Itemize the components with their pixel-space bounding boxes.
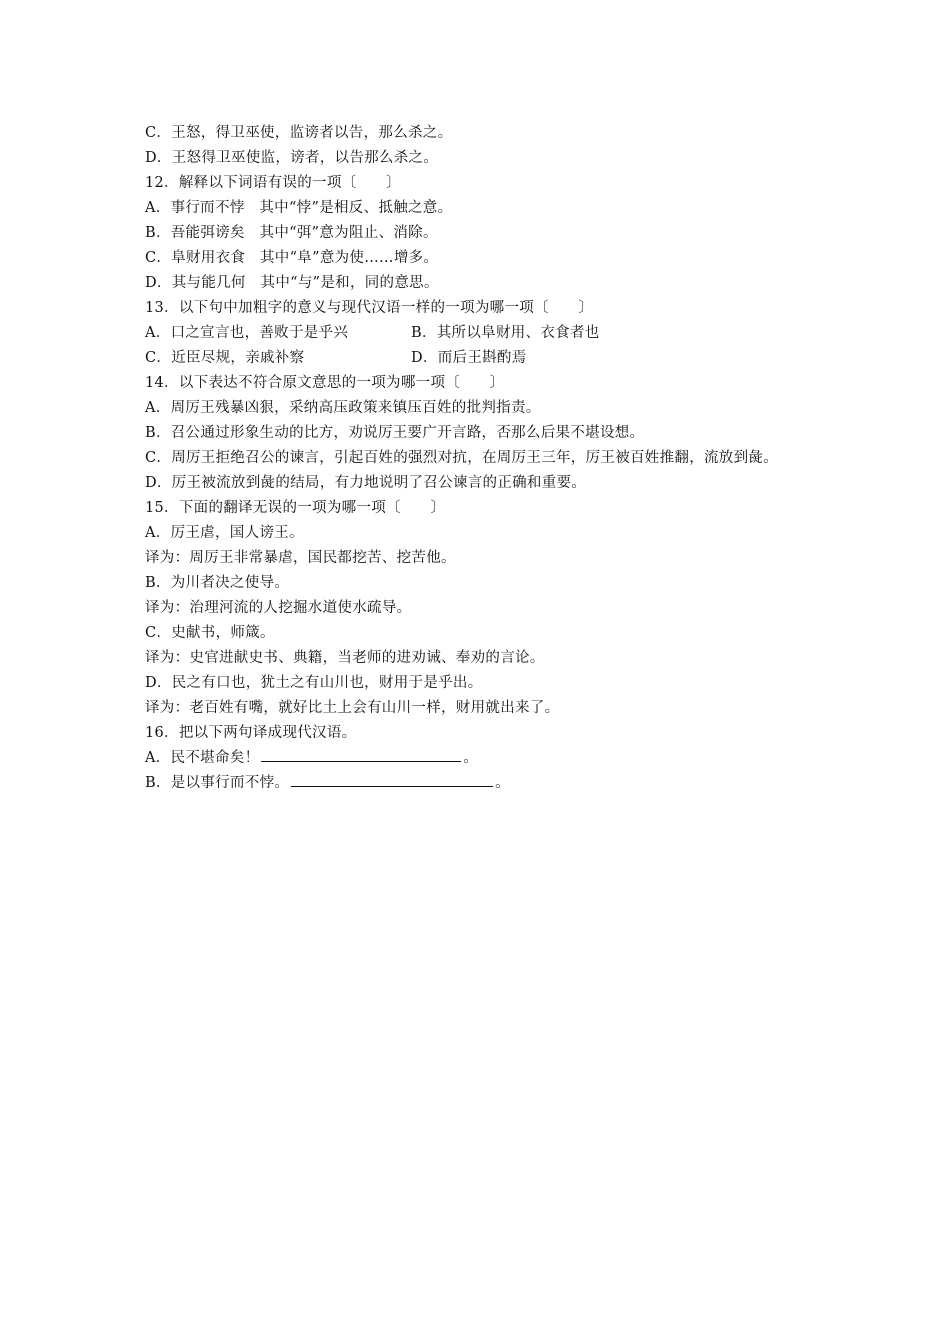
q11-option-c: C．王怒，得卫巫使，监谤者以告，那么杀之。 [145,125,453,141]
q14-option-a: A．周厉王残暴凶狠，采纳高压政策来镇压百姓的批判指责。 [145,400,541,416]
q13-option-c: C．近臣尽规，亲戚补察 [145,350,305,366]
q12-stem: 12．解释以下词语有误的一项〔 〕 [145,175,401,191]
q16-item-b [145,771,835,796]
q16-item-a-end: 。 [463,750,479,766]
q14-option-d: D．厉王被流放到彘的结局，有力地说明了召公谏言的正确和重要。 [145,475,587,491]
document-body [145,121,835,796]
q16-item-b-text: B．是以事行而不悖。 [145,775,290,791]
q15-option-b: B．为川者决之使导。 [145,575,290,591]
q13-stem: 13．以下句中加粗字的意义与现代汉语一样的一项为哪一项〔 〕 [145,300,594,316]
q13-options-cd [145,346,835,371]
q14-stem: 14．以下表达不符合原文意思的一项为哪一项〔 〕 [145,375,505,391]
q12-option-d: D．其与能几何 其中“与”是和，同的意思。 [145,275,439,291]
q15-option-c-translation: 译为：史官进献史书、典籍，当老师的进劝诫、奉劝的言论。 [145,650,545,666]
q15-option-a: A．厉王虐，国人谤王。 [145,525,304,541]
q12-option-b: B．吾能弭谤矣 其中“弭”意为阻止、消除。 [145,225,438,241]
q11-option-d: D．王怒得卫巫使监，谤者，以告那么杀之。 [145,150,439,166]
q15-option-b-translation: 译为：治理河流的人挖掘水道使水疏导。 [145,600,412,616]
q15-option-d-translation: 译为：老百姓有嘴，就好比土上会有山川一样，财用就出来了。 [145,700,560,716]
q13-option-a: A．口之宣言也，善败于是乎兴 [145,325,349,341]
answer-blank-b[interactable] [291,772,493,787]
q15-option-d: D．民之有口也，犹土之有山川也，财用于是乎出。 [145,675,483,691]
q14-option-b: B．召公通过形象生动的比方，劝说厉王要广开言路，否那么后果不堪设想。 [145,425,645,441]
q15-option-c: C．史献书，师箴。 [145,625,275,641]
q16-item-a [145,746,835,771]
q13-option-b: B．其所以阜财用、衣食者也 [411,325,600,341]
q13-option-d: D．而后王斟酌焉 [411,350,527,366]
q16-item-b-end: 。 [495,775,510,791]
answer-blank-a[interactable] [261,747,461,762]
q16-stem: 16．把以下两句译成现代汉语。 [145,725,357,741]
q16-item-a-text: A．民不堪命矣！ [145,750,260,766]
q14-option-c: C．周厉王拒绝召公的谏言，引起百姓的强烈对抗，在周厉王三年，厉王被百姓推翻，流放到彘。 [145,450,778,466]
q13-options-ab [145,321,835,346]
q12-option-c: C．阜财用衣食 其中“阜”意为使……增多。 [145,250,439,266]
q12-option-a: A．事行而不悖 其中“悖”是相反、抵触之意。 [145,200,453,216]
q15-option-a-translation: 译为：周厉王非常暴虐，国民都挖苦、挖苦他。 [145,550,456,566]
q15-stem: 15．下面的翻译无误的一项为哪一项〔 〕 [145,500,446,516]
